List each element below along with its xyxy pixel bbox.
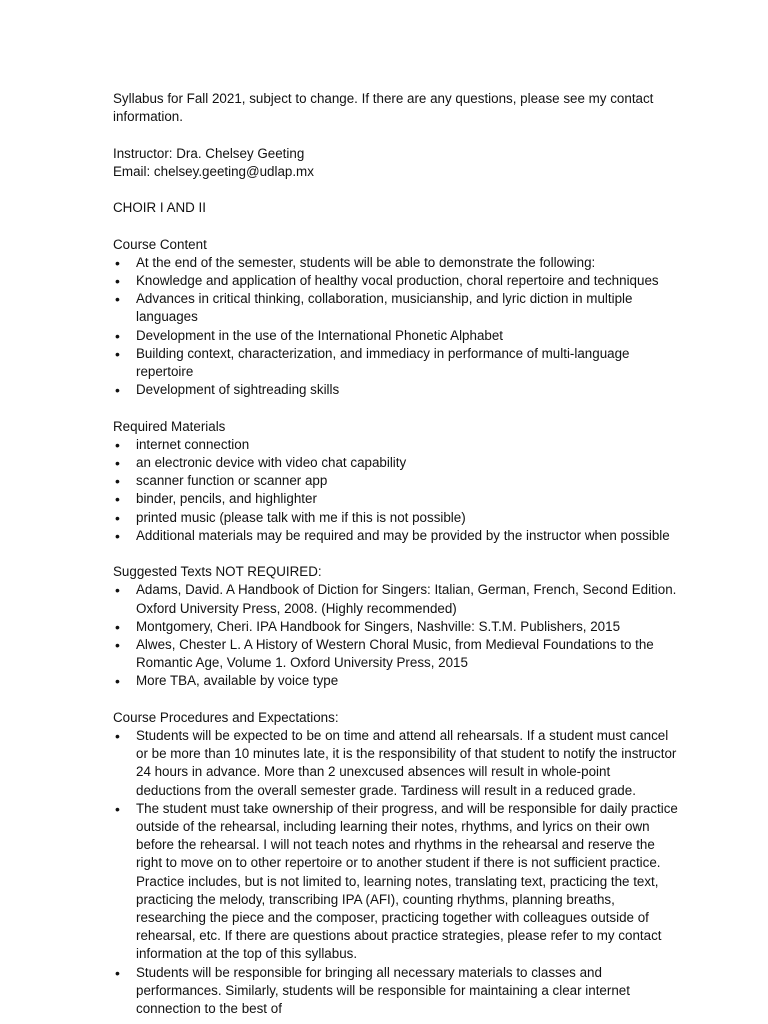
list-item-text: Advances in critical thinking, collaboration, musicianship, and lyric diction in multiple languages <box>136 291 633 325</box>
list-item-text: Alwes, Chester L. A History of Western Choral Music, from Medieval Foundations to the Romantic Age, Volume 1. Oxford University Press, 2015 <box>136 637 654 671</box>
list-item <box>113 272 678 290</box>
bullet-icon: • <box>115 527 120 544</box>
bullet-icon: • <box>115 327 120 344</box>
bullet-icon: • <box>115 291 120 308</box>
spacer <box>113 217 678 235</box>
bullet-list <box>113 254 678 400</box>
bullet-icon: • <box>115 964 120 981</box>
email-line: Email: chelsey.geeting@udlap.mx <box>113 163 314 179</box>
instructor-line: Instructor: Dra. Chelsey Geeting <box>113 145 305 161</box>
bullet-icon: • <box>115 509 120 526</box>
list-item <box>113 381 678 399</box>
list-item-text: printed music (please talk with me if this is not possible) <box>136 509 466 525</box>
list-item-text: Students will be expected to be on time and attend all rehearsals. If a student must cancel or be more than 10 minutes late, it is the responsibility of that student to notify the instructor 24 hours in advance. More than 2 unexcused absences will result in whole-point deductions from the overall semester grade. Tardiness will result in a reduced grade. <box>136 728 677 798</box>
bullet-icon: • <box>115 491 120 508</box>
bullet-list <box>113 727 678 1018</box>
list-item-text: Additional materials may be required and may be provided by the instructor when possible <box>136 527 670 543</box>
list-item <box>113 618 678 636</box>
list-item-text: Montgomery, Cheri. IPA Handbook for Singers, Nashville: S.T.M. Publishers, 2015 <box>136 618 621 634</box>
bullet-icon: • <box>115 436 120 453</box>
bullet-list <box>113 436 678 545</box>
list-item-text: Knowledge and application of healthy vocal production, choral repertoire and techniques <box>136 272 659 288</box>
bullet-icon: • <box>115 345 120 362</box>
list-item-text: internet connection <box>136 436 250 452</box>
list-item-text: At the end of the semester, students will be able to demonstrate the following: <box>136 254 596 270</box>
bullet-icon: • <box>115 673 120 690</box>
list-item <box>113 290 678 326</box>
section-heading: Suggested Texts NOT REQUIRED: <box>113 564 322 580</box>
list-item-text: binder, pencils, and highlighter <box>136 491 317 507</box>
list-item <box>113 490 678 508</box>
bullet-list <box>113 581 678 690</box>
syllabus-section <box>113 236 678 418</box>
syllabus-section <box>113 709 678 1018</box>
list-item <box>113 727 678 800</box>
bullet-icon: • <box>115 582 120 599</box>
list-item-text: an electronic device with video chat capability <box>136 455 407 470</box>
list-item <box>113 672 678 690</box>
list-item <box>113 454 678 472</box>
list-item <box>113 509 678 527</box>
list-item <box>113 636 678 672</box>
spacer <box>113 691 678 709</box>
list-item <box>113 327 678 345</box>
spacer <box>113 399 678 417</box>
syllabus-section <box>113 563 678 709</box>
section-heading: Course Content <box>113 236 207 252</box>
section-heading: Course Procedures and Expectations: <box>113 709 339 725</box>
list-item-text: The student must take ownership of their progress, and will be responsible for daily practice outside of the rehearsal, including learning their notes, rhythms, and lyrics on their own before the rehearsal. I will not teach notes and rhythms in the rehearsal and reserve the right to move on to other repertoire or to another student if there is not sufficient practice. Practice includes, but is not limited to, learning notes, translating text, practicing the text, practicing the melody, transcribing IPA (AFI), counting rhythms, planning breaths, researching the piece and the composer, practicing together with colleagues outside of rehearsal, etc. If there are questions about practice strategies, please refer to my contact information at the top of this syllabus. <box>136 800 678 962</box>
list-item-text: Development in the use of the International Phonetic Alphabet <box>136 327 504 343</box>
list-item <box>113 581 678 617</box>
list-item-text: Students will be responsible for bringing all necessary materials to classes and performances. Similarly, students will be responsible for maintaining a clear internet connection to the best of <box>136 964 630 1017</box>
bullet-icon: • <box>115 800 120 817</box>
bullet-icon: • <box>115 254 120 271</box>
bullet-icon: • <box>115 473 120 490</box>
bullet-icon: • <box>115 272 120 289</box>
course-title: CHOIR I AND II <box>113 200 207 216</box>
list-item <box>113 436 678 454</box>
bullet-icon: • <box>115 618 120 635</box>
list-item <box>113 345 678 381</box>
list-item <box>113 964 678 1019</box>
list-item-text: Development of sightreading skills <box>136 382 340 398</box>
list-item-text: More TBA, available by voice type <box>136 673 339 689</box>
intro-text: Syllabus for Fall 2021, subject to change. If there are any questions, please see my contact information. <box>113 91 654 125</box>
list-item <box>113 472 678 490</box>
bullet-icon: • <box>115 728 120 745</box>
syllabus-section <box>113 418 678 564</box>
list-item <box>113 527 678 545</box>
spacer <box>113 181 678 199</box>
bullet-icon: • <box>115 455 120 471</box>
syllabus-page <box>113 90 678 1018</box>
bullet-icon: • <box>115 382 120 399</box>
list-item <box>113 254 678 272</box>
list-item-text: Building context, characterization, and immediacy in performance of multi-language repertoire <box>136 345 630 379</box>
section-heading: Required Materials <box>113 418 226 434</box>
bullet-icon: • <box>115 637 120 654</box>
list-item-text: scanner function or scanner app <box>136 473 328 489</box>
spacer <box>113 126 678 144</box>
syllabus-sections <box>113 236 678 1019</box>
list-item-text: Adams, David. A Handbook of Diction for Singers: Italian, German, French, Second Edition. Oxford University Press, 2008. (Highly recommended) <box>136 582 677 616</box>
list-item <box>113 800 678 964</box>
spacer <box>113 545 678 563</box>
